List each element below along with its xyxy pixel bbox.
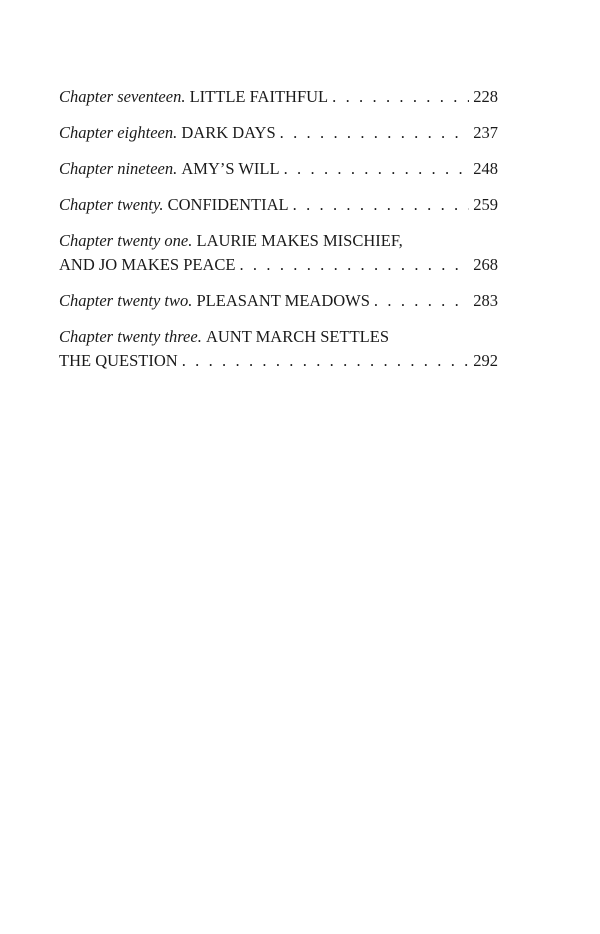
chapter-label: Chapter twenty one.	[59, 231, 193, 250]
chapter-title: AUNT MARCH SETTLES	[205, 327, 389, 346]
page-number: 228	[473, 87, 498, 106]
dot-leader	[182, 349, 470, 373]
toc-entry[interactable]	[59, 85, 498, 109]
page-number: 268	[473, 255, 498, 274]
chapter-label: Chapter twenty two.	[59, 291, 193, 310]
toc-entry[interactable]	[59, 229, 498, 277]
chapter-title: PLEASANT MEADOWS	[196, 291, 370, 310]
chapter-label: Chapter seventeen.	[59, 87, 186, 106]
dot-leader	[280, 121, 470, 145]
page-number: 259	[473, 195, 498, 214]
dot-leader	[284, 157, 470, 181]
dot-leader	[332, 85, 469, 109]
chapter-title: CONFIDENTIAL	[167, 195, 289, 214]
chapter-title-continued: AND JO MAKES PEACE	[59, 255, 236, 274]
toc-entry[interactable]	[59, 289, 498, 313]
chapter-label: Chapter twenty three.	[59, 327, 202, 346]
dot-leader	[239, 253, 469, 277]
toc-entry[interactable]	[59, 325, 498, 373]
page-number: 248	[473, 159, 498, 178]
toc-entry[interactable]	[59, 157, 498, 181]
chapter-title-continued: THE QUESTION	[59, 351, 178, 370]
chapter-label: Chapter twenty.	[59, 195, 164, 214]
page-number: 292	[473, 351, 498, 370]
chapter-label: Chapter eighteen.	[59, 123, 178, 142]
chapter-title: DARK DAYS	[181, 123, 276, 142]
page-number: 283	[473, 291, 498, 310]
dot-leader	[374, 289, 469, 313]
toc-entry[interactable]	[59, 121, 498, 145]
chapter-title: LITTLE FAITHFUL	[189, 87, 329, 106]
dot-leader	[293, 193, 470, 217]
chapter-title: AMY’S WILL	[181, 159, 280, 178]
chapter-label: Chapter nineteen.	[59, 159, 178, 178]
table-of-contents	[59, 85, 498, 385]
page-number: 237	[473, 123, 498, 142]
chapter-title: LAURIE MAKES MISCHIEF,	[196, 231, 403, 250]
toc-entry[interactable]	[59, 193, 498, 217]
